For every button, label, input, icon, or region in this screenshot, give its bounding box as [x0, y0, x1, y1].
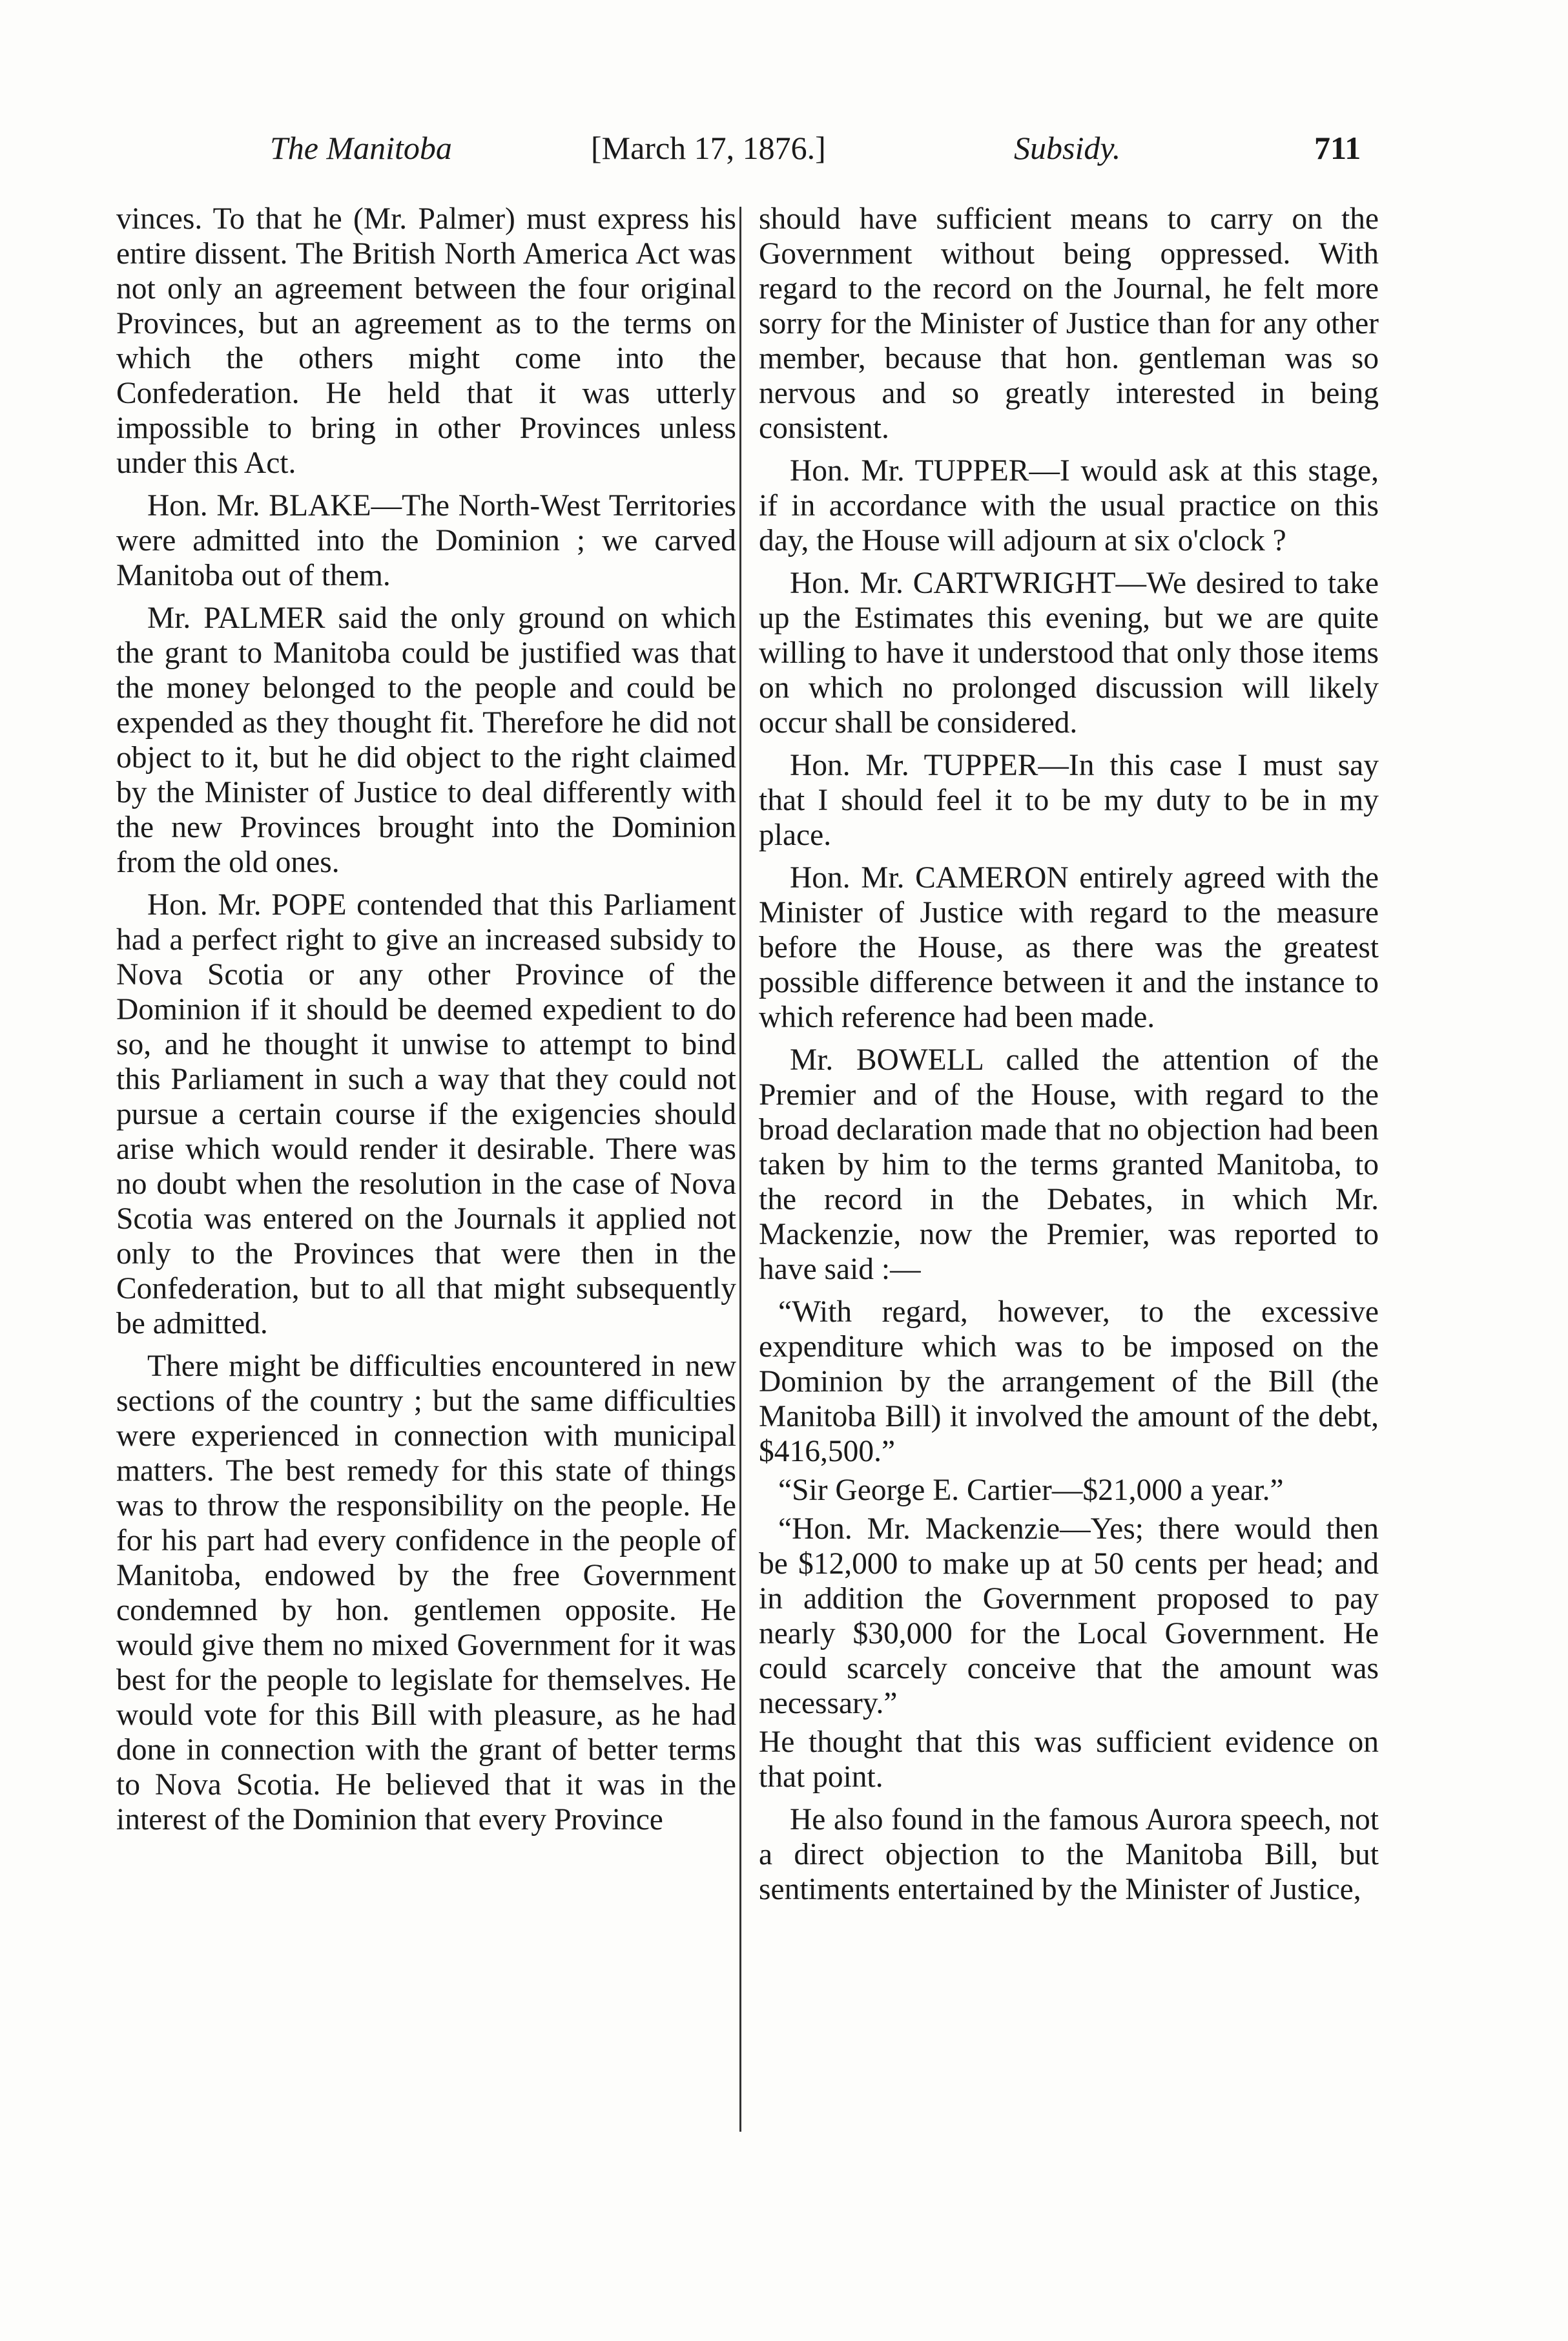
paragraph: should have sufficient means to carry on the Government without being oppressed. With regard to the record on the Journal, he felt more sorry for the Minister of Justice than for any other member, because that hon. gentleman was so nervous and so greatly interested in being consistent. — [759, 202, 1379, 445]
paragraph: Hon. Mr. TUPPER—I would ask at this stage, if in accordance with the usual practice on this day, the House will adjourn at six o'clock ? — [759, 454, 1379, 557]
header-title-left: The Manitoba — [270, 130, 452, 166]
paragraph: Hon. Mr. BLAKE—The North-West Territories were admitted into the Dominion ; we carved Manitoba out of them. — [116, 489, 736, 592]
paragraph: Hon. Mr. TUPPER—In this case I must say that I should feel it to be my duty to be in my place. — [759, 749, 1379, 852]
header-title-right: Subsidy. — [1014, 130, 1121, 166]
right-column — [759, 202, 1379, 1915]
paragraph: Mr. BOWELL called the attention of the Premier and of the House, with regard to the broad declaration made that no objection had been taken by him to the terms granted Manitoba, to the record in the Debates, in which Mr. Mackenzie, now the Premier, was reported to have said :— — [759, 1043, 1379, 1286]
running-header — [252, 129, 1363, 181]
paragraph: vinces. To that he (Mr. Palmer) must express his entire dissent. The British North America Act was not only an agreement between the four original Provinces, but an agreement as to the terms on which the others might come into the Confederation. He held that it was utterly impossible to bring in other Provinces unless under this Act. — [116, 202, 736, 480]
page-number: 711 — [1314, 130, 1361, 166]
quotation: “Hon. Mr. Mackenzie—Yes; there would then be $12,000 to make up at 50 cents per head; and in addition the Government proposed to pay nearly $30,000 for the Local Government. He could scarcely conceive that the amount was necessary.” — [759, 1512, 1379, 1720]
quotation: “With regard, however, to the excessive expenditure which was to be imposed on the Dominion by the arrangement of the Bill (the Manitoba Bill) it involved the amount of the debt, $416,500.” — [759, 1295, 1379, 1468]
paragraph: Hon. Mr. POPE contended that this Parliament had a perfect right to give an increased subsidy to Nova Scotia or any other Province of the Dominion if it should be deemed expedient to do so, and he thought it unwise to attempt to bind this Parliament in such a way that they could not pursue a certain course if the exigencies should arise which would render it desirable. There was no doubt when the resolution in the case of Nova Scotia was entered on the Journals it applied not only to the Provinces that were then in the Confederation, but to all that might subsequently be admitted. — [116, 888, 736, 1340]
quotation: “Sir George E. Cartier—$21,000 a year.” — [778, 1473, 1284, 1507]
paragraph: Hon. Mr. CARTWRIGHT—We desired to take up the Estimates this evening, but we are quite willing to have it understood that only those items on which no prolonged discussion will likely occur shall be considered. — [759, 567, 1379, 740]
paragraph: He also found in the famous Aurora speech, not a direct objection to the Manitoba Bill, but sentiments entertained by the Minister of Justice, — [759, 1803, 1379, 1906]
column-divider — [739, 207, 741, 2132]
paragraph: Hon. Mr. CAMERON entirely agreed with the Minister of Justice with regard to the measure before the House, as there was the greatest possible difference between it and the instance to which reference had been made. — [759, 861, 1379, 1034]
header-date: [March 17, 1876.] — [591, 130, 826, 166]
left-column — [116, 202, 736, 1845]
paragraph: He thought that this was sufficient evidence on that point. — [759, 1725, 1379, 1794]
paragraph: Mr. PALMER said the only ground on which the grant to Manitoba could be justified was that the money belonged to the people and could be expended as they thought fit. Therefore he did not object to it, but he did object to the right claimed by the Minister of Justice to deal differently with the new Provinces brought into the Dominion from the old ones. — [116, 601, 736, 879]
paragraph: There might be difficulties encountered in new sections of the country ; but the same difficulties were experienced in connection with municipal matters. The best remedy for this state of things was to throw the responsibility on the people. He for his part had every confidence in the people of Manitoba, endowed by the free Government condemned by hon. gentlemen opposite. He would give them no mixed Government for it was best for the people to legislate for themselves. He would vote for this Bill with pleasure, as he had done in connection with the grant of better terms to Nova Scotia. He believed that it was in the interest of the Dominion that every Province — [116, 1349, 736, 1836]
